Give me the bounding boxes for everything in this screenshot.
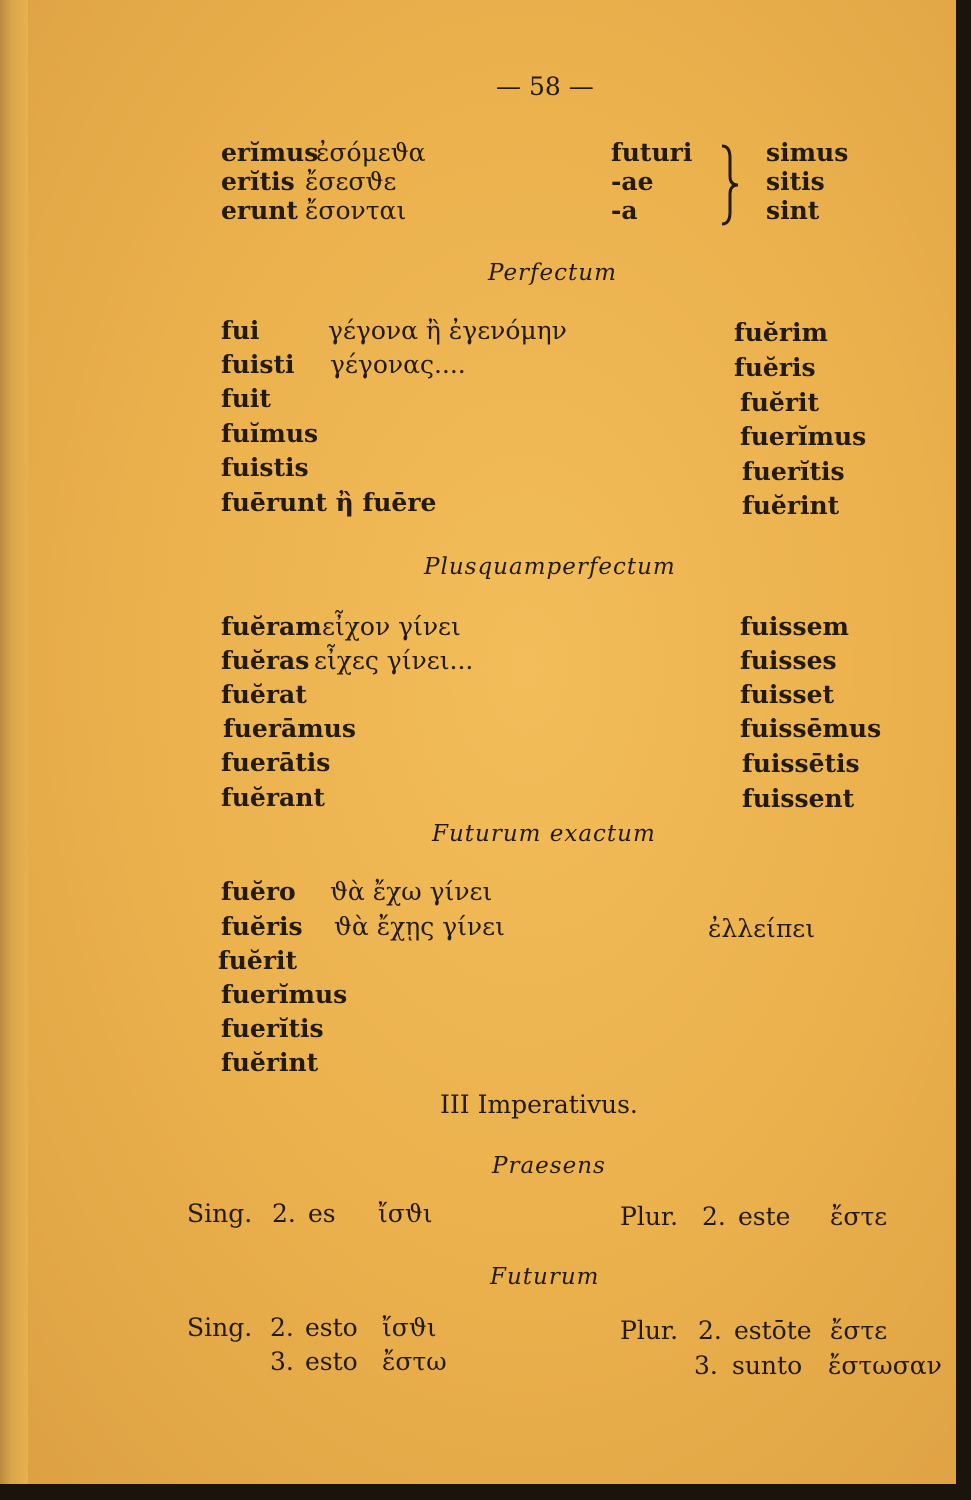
perfectum-heading: Perfectum (488, 260, 617, 286)
perf-left-3: fuit (221, 384, 271, 413)
plusq-left-2: fuĕras (221, 646, 310, 675)
futex-greek-2: ϑὰ ἔχῃς γίνει (334, 912, 505, 941)
perf-right-6: fuĕrint (742, 491, 840, 520)
perf-right-1: fuĕrim (734, 318, 828, 347)
perf-left-2: fuisti (221, 350, 295, 379)
fut-sing-label: Sing. (187, 1313, 253, 1342)
futex-left-4: fuerĭmus (221, 980, 348, 1009)
futex-left-3: fuĕrit (218, 946, 298, 975)
plusq-right-2: fuisses (740, 646, 837, 675)
perf-left-4: fuĭmus (221, 419, 319, 448)
futurum-heading: Futurum (490, 1264, 600, 1290)
imperativus-title: III Imperativus. (440, 1090, 638, 1119)
fut-sing-latin-1: esto (305, 1313, 358, 1342)
page-number: — 58 — (496, 72, 594, 101)
praes-plur-latin: este (738, 1202, 791, 1231)
perf-left-1: fui (221, 316, 260, 345)
fut-latin-3: erunt (221, 196, 298, 225)
plusq-greek-2: εἶχες γίνει... (314, 646, 474, 675)
praes-sing-label: Sing. (187, 1199, 253, 1228)
plusq-left-6: fuĕrant (221, 783, 325, 812)
fut-sing-greek-1: ἴσϑι (382, 1313, 437, 1342)
fut-plur-latin-2: sunto (732, 1351, 803, 1380)
praes-sing-greek: ἴσϑι (378, 1199, 433, 1228)
plusq-right-6: fuissent (742, 784, 855, 813)
fut-greek-1: ἐσόμεϑα (316, 138, 426, 167)
fut-plur-greek-2: ἔστωσαν (828, 1351, 942, 1380)
fut-sing-num-2: 3. (270, 1347, 294, 1376)
futex-greek-1: ϑὰ ἔχω γίνει (330, 877, 493, 906)
futurum-exactum-heading: Futurum exactum (432, 821, 656, 847)
plusq-left-1: fuĕram (221, 612, 322, 641)
fut-sing-latin-2: esto (305, 1347, 358, 1376)
perf-greek-1: γέγονα ἢ ἐγενόμην (328, 316, 567, 345)
participle-3: -a (611, 196, 638, 225)
plusq-left-3: fuĕrat (221, 680, 307, 709)
page-edge (0, 0, 28, 1484)
brace-icon (716, 144, 746, 226)
participle-2: -ae (611, 167, 654, 196)
perf-left-5: fuistis (221, 453, 309, 482)
praes-plur-label: Plur. (620, 1202, 679, 1231)
praes-sing-num: 2. (272, 1199, 296, 1228)
aux-1: simus (766, 138, 849, 167)
fut-latin-1: erĭmus (221, 138, 319, 167)
fut-plur-num-1: 2. (698, 1316, 722, 1345)
praesens-heading: Praesens (492, 1153, 606, 1179)
plusq-greek-1: εἶχον γίνει (322, 612, 461, 641)
fut-latin-2: erĭtis (221, 167, 295, 196)
plusq-left-5: fuerātis (221, 748, 331, 777)
futex-left-2: fuĕris (221, 912, 303, 941)
participle-1: futuri (611, 138, 693, 167)
aux-3: sint (766, 196, 820, 225)
fut-greek-2: ἔσεσϑε (305, 167, 397, 196)
praes-plur-greek: ἔστε (830, 1202, 888, 1231)
perf-right-3: fuĕrit (740, 388, 820, 417)
futex-left-5: fuerĭtis (221, 1014, 324, 1043)
perf-right-4: fuerĭmus (740, 422, 867, 451)
fut-plur-num-2: 3. (694, 1351, 718, 1380)
futex-left-1: fuĕro (221, 877, 296, 906)
plusquamperfectum-heading: Plusquamperfectum (424, 554, 676, 580)
praes-sing-latin: es (308, 1199, 336, 1228)
fut-sing-greek-2: ἔστω (382, 1347, 447, 1376)
futex-left-6: fuĕrint (221, 1048, 319, 1077)
fut-greek-3: ἔσονται (305, 196, 407, 225)
plusq-left-4: fuerāmus (223, 714, 356, 743)
perf-right-5: fuerĭtis (742, 457, 845, 486)
plusq-right-5: fuissētis (742, 749, 860, 778)
plusq-right-1: fuissem (740, 612, 849, 641)
fut-sing-num-1: 2. (270, 1313, 294, 1342)
aux-2: sitis (766, 167, 825, 196)
fut-plur-latin-1: estōte (734, 1316, 812, 1345)
plusq-right-4: fuissēmus (740, 714, 882, 743)
futex-note: ἐλλείπει (708, 914, 816, 943)
plusq-right-3: fuisset (740, 680, 835, 709)
perf-left-6: fuērunt ἢ fuēre (221, 488, 437, 517)
fut-plur-label: Plur. (620, 1316, 679, 1345)
perf-greek-2: γέγονας.... (330, 350, 466, 379)
fut-plur-greek-1: ἔστε (830, 1316, 888, 1345)
praes-plur-num: 2. (702, 1202, 726, 1231)
perf-right-2: fuĕris (734, 353, 816, 382)
